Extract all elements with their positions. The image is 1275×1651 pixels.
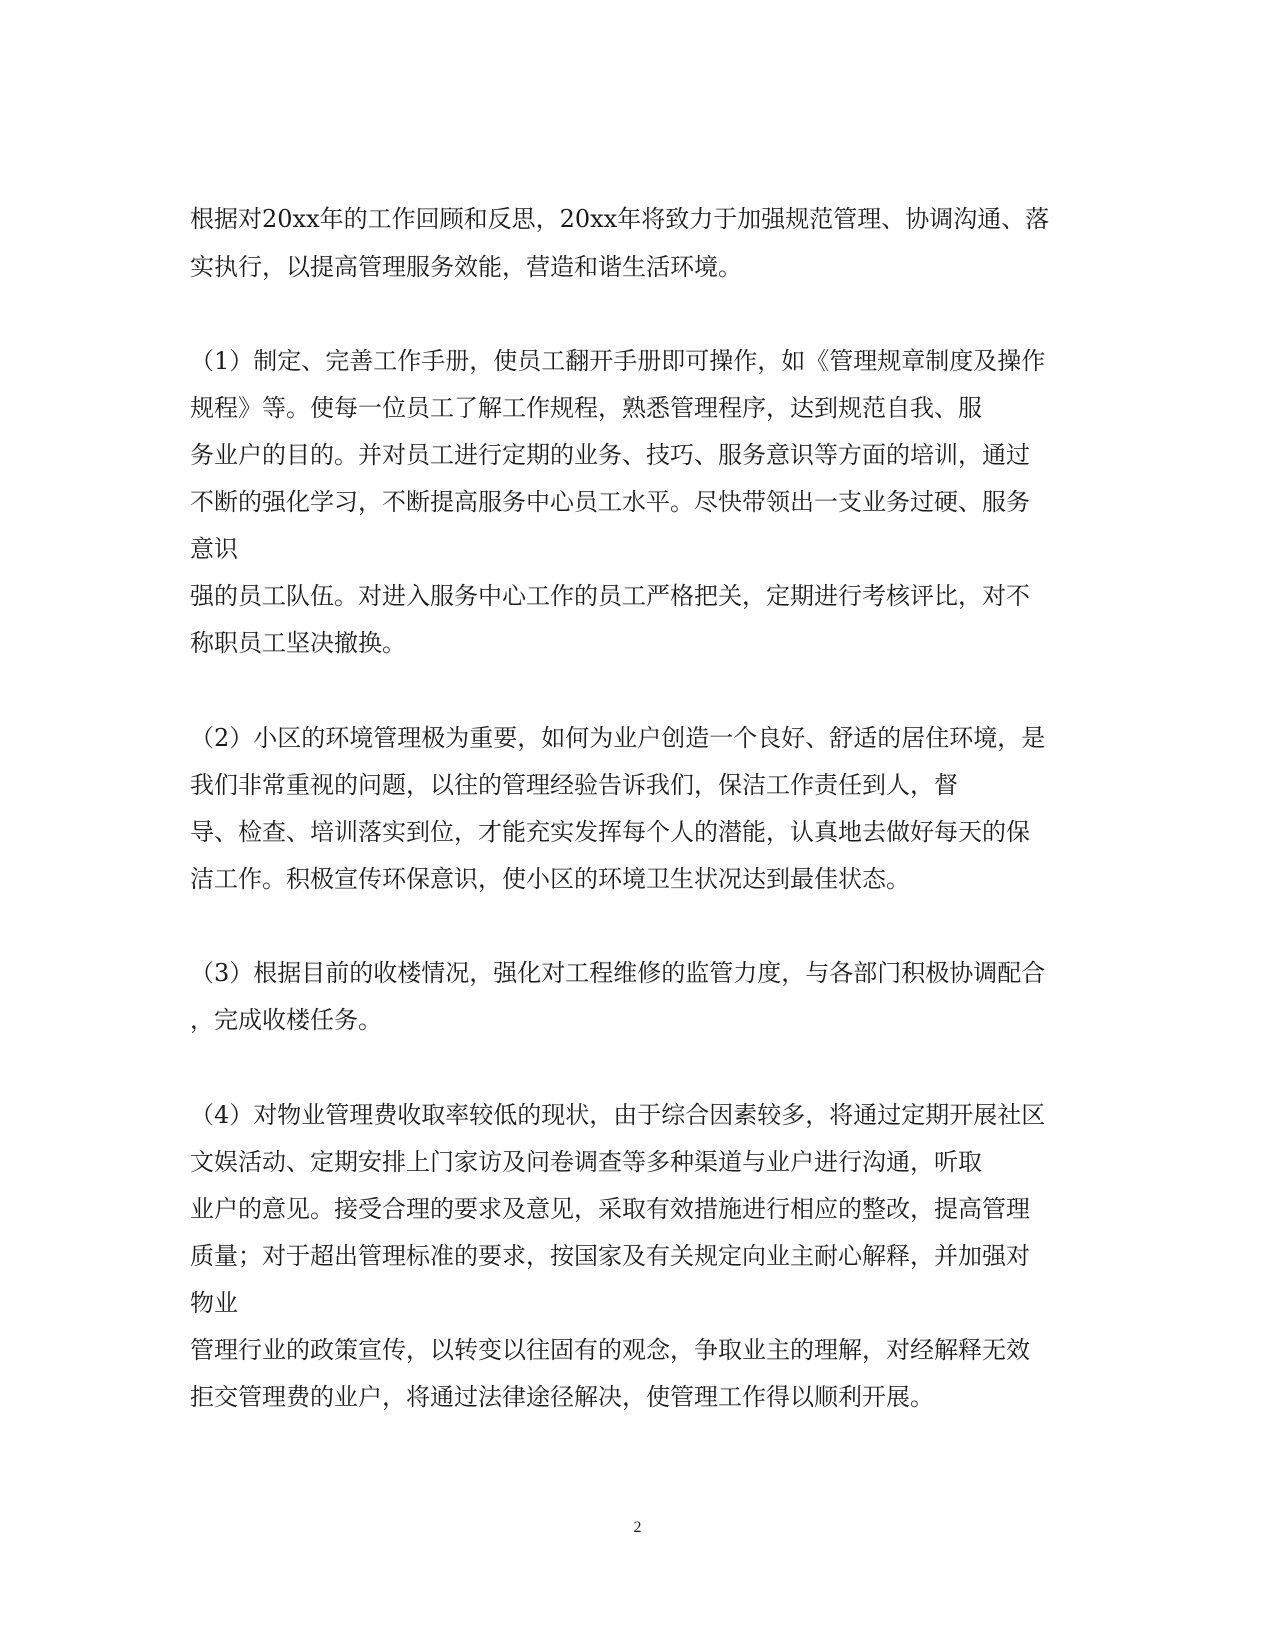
paragraph-line: 导、检查、培训落实到位，才能充实发挥每个人的潜能，认真地去做好每天的保 bbox=[190, 818, 1030, 846]
paragraph-line: 业户的意见。接受合理的要求及意见，采取有效措施进行相应的整改，提高管理 bbox=[190, 1195, 1030, 1223]
paragraph-line: 物业 bbox=[190, 1289, 238, 1317]
paragraph-line: 我们非常重视的问题，以往的管理经验告诉我们，保洁工作责任到人，督 bbox=[190, 771, 958, 799]
paragraph-line: ，完成收楼任务。 bbox=[190, 1006, 382, 1034]
paragraph-line: 意识 bbox=[190, 535, 238, 563]
paragraph-line: 洁工作。积极宣传环保意识，使小区的环境卫生状况达到最佳状态。 bbox=[190, 865, 910, 893]
paragraph-line: 根据对20xx年的工作回顾和反思，20xx年将致力于加强规范管理、协调沟通、落 bbox=[190, 205, 1050, 233]
paragraph-line: 规程》等。使每一位员工了解工作规程，熟悉管理程序，达到规范自我、服 bbox=[190, 394, 982, 422]
paragraph-line: （4）对物业管理费收取率较低的现状，由于综合因素较多，将通过定期开展社区 bbox=[190, 1101, 1046, 1129]
paragraph-line: 拒交管理费的业户，将通过法律途径解决，使管理工作得以顺利开展。 bbox=[190, 1383, 934, 1411]
paragraph-line: 务业户的目的。并对员工进行定期的业务、技巧、服务意识等方面的培训，通过 bbox=[190, 441, 1030, 469]
paragraph-line: （3）根据目前的收楼情况，强化对工程维修的监管力度，与各部门积极协调配合 bbox=[190, 959, 1046, 987]
paragraph-line: 文娱活动、定期安排上门家访及问卷调查等多种渠道与业户进行沟通，听取 bbox=[190, 1148, 982, 1176]
paragraph-line: 强的员工队伍。对进入服务中心工作的员工严格把关，定期进行考核评比，对不 bbox=[190, 582, 1030, 610]
paragraph-line: 不断的强化学习，不断提高服务中心员工水平。尽快带领出一支业务过硬、服务 bbox=[190, 488, 1030, 516]
paragraph-line: 实执行，以提高管理服务效能，营造和谐生活环境。 bbox=[190, 253, 742, 281]
paragraph-line: 质量；对于超出管理标准的要求，按国家及有关规定向业主耐心解释，并加强对 bbox=[190, 1242, 1030, 1270]
paragraph-line: （2）小区的环境管理极为重要，如何为业户创造一个良好、舒适的居住环境，是 bbox=[190, 724, 1046, 752]
paragraph-line: 管理行业的政策宣传，以转变以往固有的观念，争取业主的理解，对经解释无效 bbox=[190, 1336, 1030, 1364]
paragraph-line: （1）制定、完善工作手册，使员工翻开手册即可操作，如《管理规章制度及操作 bbox=[190, 347, 1046, 375]
paragraph-line: 称职员工坚决撤换。 bbox=[190, 629, 406, 657]
page-number: 2 bbox=[633, 1519, 642, 1536]
